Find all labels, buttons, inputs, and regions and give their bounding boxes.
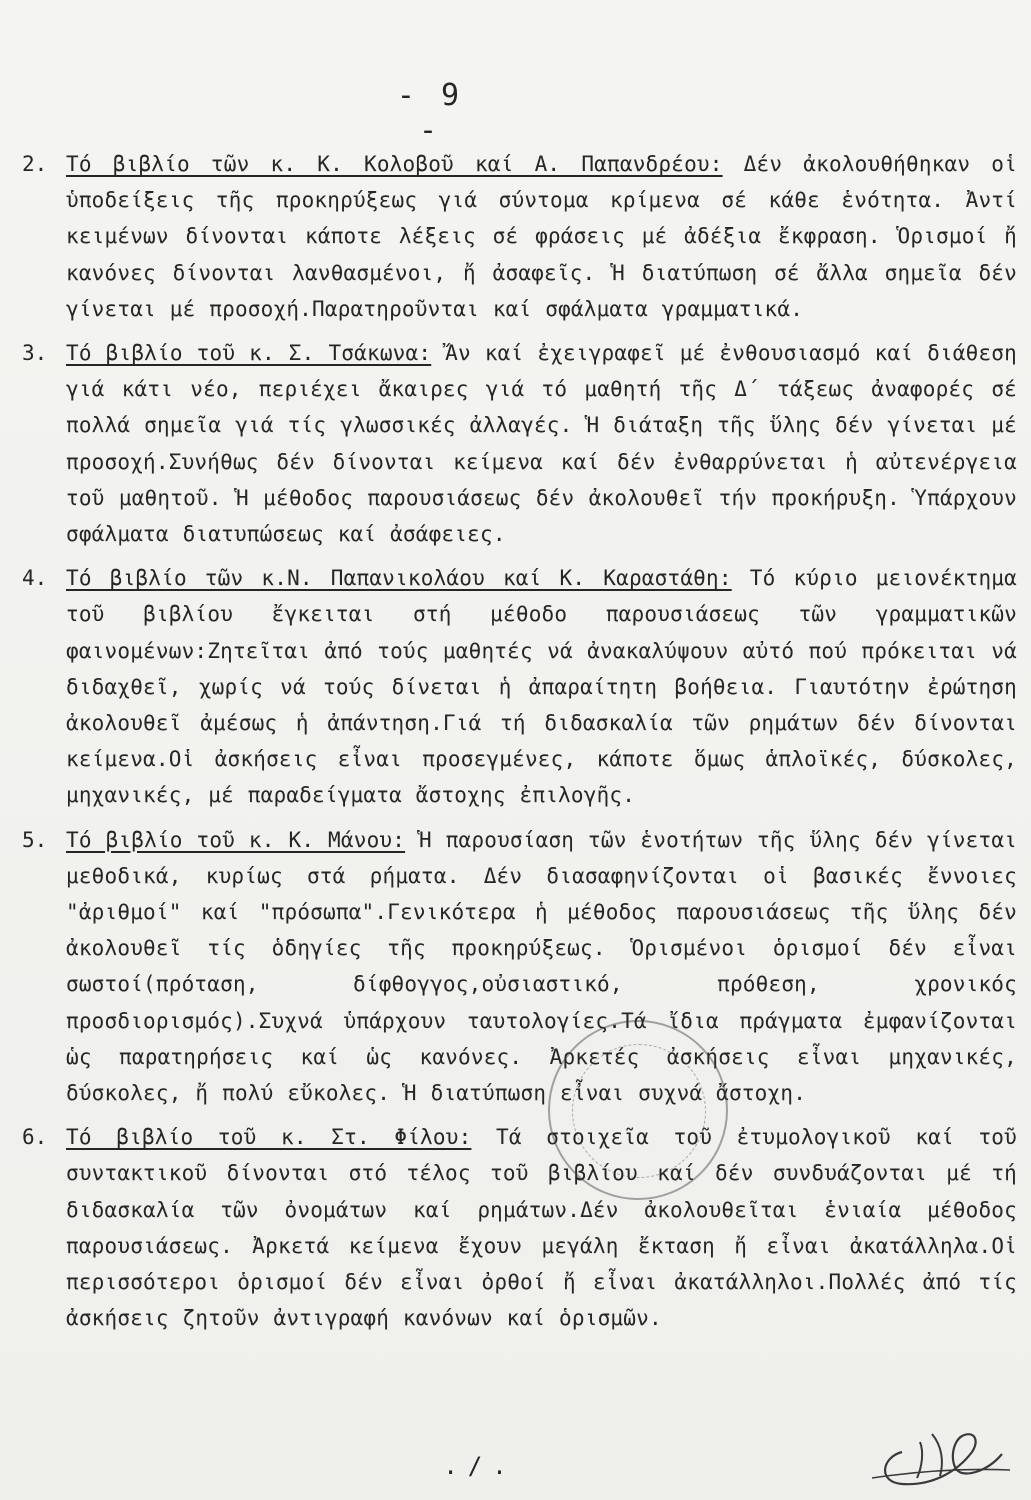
item-number: 5. — [22, 827, 48, 852]
list-item — [22, 335, 1017, 552]
list-item — [22, 822, 1017, 1112]
item-lead: Τό βιβλίο τοῦ κ. Στ. Φίλου: — [66, 1125, 472, 1150]
item-paragraph — [66, 822, 1017, 1112]
item-number: 6. — [22, 1125, 48, 1150]
signature-icon — [862, 1412, 1012, 1492]
review-list — [22, 146, 1017, 1345]
item-text: Τό κύριο μειονέκτημα τοῦ βιβλίου ἔγκειται στή μέθοδο παρουσιάσεως τῶν γραμματικῶν φαινομένων:Ζητεῖται ἀπό τούς μαθητές νά ἀνακαλύψουν αὐτό πού πρόκειται νά διδαχθεῖ, χωρίς νά τούς δίνεται ἡ ἀπαραίτητη βοήθεια. Γιαυτότην ἐρώτηση ἀκολουθεῖ ἀμέσως ἡ ἀπάντηση.Γιά τή διδασκαλία τῶν ρημάτων δέν δίνονται κείμενα.Οἱ ἀσκήσεις εἶναι προσεγμένες, κάποτε ὅμως ἁπλοϊκές, δύσκολες, μηχανικές, μέ παραδείγματα ἄστοχης ἐπιλογῆς. — [66, 566, 1017, 808]
item-lead: Τό βιβλίο τοῦ κ. Κ. Μάνου: — [66, 827, 406, 852]
official-stamp — [548, 1020, 728, 1200]
item-text: Δέν ἀκολουθήθηκαν οἱ ὑποδείξεις τῆς προκηρύξεως γιά σύντομα κρίμενα σέ κάθε ἑνότητα. Ἀντί κειμένων δίνονται κάποτε λέξεις σέ φράσεις μέ ἀδέξια ἔκφραση. Ὁρισμοί ἤ κανόνες δίνονται λανθασμένοι, ἤ ἀσαφεῖς. Ἡ διατύπωση σέ ἄλλα σημεῖα δέν γίνεται μέ προσοχή.Παρατηροῦνται καί σφάλματα γραμματικά. — [66, 152, 1017, 321]
list-item — [22, 146, 1017, 327]
page-number: - 9 - — [396, 78, 464, 148]
item-lead: Τό βιβλίο τοῦ κ. Σ. Τσάκωνα: — [66, 341, 432, 366]
item-paragraph — [66, 335, 1017, 552]
item-number: 3. — [22, 341, 48, 366]
list-item — [22, 1119, 1017, 1336]
page-end-mark: ./. — [443, 1452, 517, 1480]
item-text: Τά στοιχεῖα τοῦ ἐτυμολογικοῦ καί τοῦ συντακτικοῦ δίνονται στό τέλος τοῦ βιβλίου καί δέν συνδυάζονται μέ τή διδασκαλία τῶν ὀνομάτων καί ρημάτων.Δέν ἀκολουθεῖται ἑνιαία μέθοδος παρουσιάσεως. Ἀρκετά κείμενα ἔχουν μεγάλη ἔκταση ἤ εἶναι ἀκατάλληλα.Οἱ περισσότεροι ὁρισμοί δέν εἶναι ὀρθοί ἤ εἶναι ἀκατάλληλοι.Πολλές ἀπό τίς ἀσκήσεις ζητοῦν ἀντιγραφή κανόνων καί ὁρισμῶν. — [66, 1125, 1017, 1331]
handwritten-signature — [862, 1412, 1012, 1496]
item-lead: Τό βιβλίο τῶν κ. Κ. Κολοβοῦ καί Α. Παπανδρέου: — [66, 152, 723, 176]
item-number: 2. — [22, 152, 48, 176]
list-item — [22, 560, 1017, 813]
item-paragraph — [66, 560, 1017, 813]
item-text: Ἄν καί ἐχειγραφεῖ μέ ἐνθουσιασμό καί διάθεση γιά κάτι νέο, περιέχει ἄκαιρες γιά τό μαθητή τῆς Δ΄ τάξεως ἀναφορές σέ πολλά σημεῖα γιά τίς γλωσσικές ἀλλαγές. Ἡ διάταξη τῆς ὕλης δέν γίνεται μέ προσοχή.Συνήθως δέν δίνονται κείμενα καί δέν ἐνθαρρύνεται ἡ αὐτενέργεια τοῦ μαθητοῦ. Ἡ μέθοδος παρουσιάσεως δέν ἀκολουθεῖ τήν προκήρυξη. Ὑπάρχουν σφάλματα διατυπώσεως καί ἀσάφειες. — [66, 341, 1017, 547]
item-paragraph — [66, 1119, 1017, 1336]
item-text: Ἡ παρουσίαση τῶν ἑνοτήτων τῆς ὕλης δέν γίνεται μεθοδικά, κυρίως στά ρήματα. Δέν διασαφηνίζονται οἱ βασικές ἔννοιες "ἀριθμοί" καί "πρόσωπα".Γενικότερα ἡ μέθοδος παρουσιάσεως τῆς ὕλης δέν ἀκολουθεῖ τίς ὁδηγίες τῆς προκηρύξεως. Ὁρισμένοι ὁρισμοί δέν εἶναι σωστοί(πρόταση, δίφθογγος,οὐσιαστικό, πρόθεση, χρονικός προσδιορισμός).Συχνά ὑπάρχουν ταυτολογίες.Τά ἴδια πράγματα ἐμφανίζονται ὡς παρατηρήσεις καί ὡς κανόνες. Ἀρκετές ἀσκήσεις εἶναι μηχανικές, δύσκολες, ἤ πολύ εὔκολες. Ἡ διατύπωση εἶναι συχνά ἄστοχη. — [66, 827, 1018, 1106]
item-number: 4. — [22, 566, 48, 591]
item-lead: Τό βιβλίο τῶν κ.Ν. Παπανικολάου καί Κ. Καραστάθη: — [66, 566, 732, 591]
item-paragraph — [66, 146, 1017, 327]
